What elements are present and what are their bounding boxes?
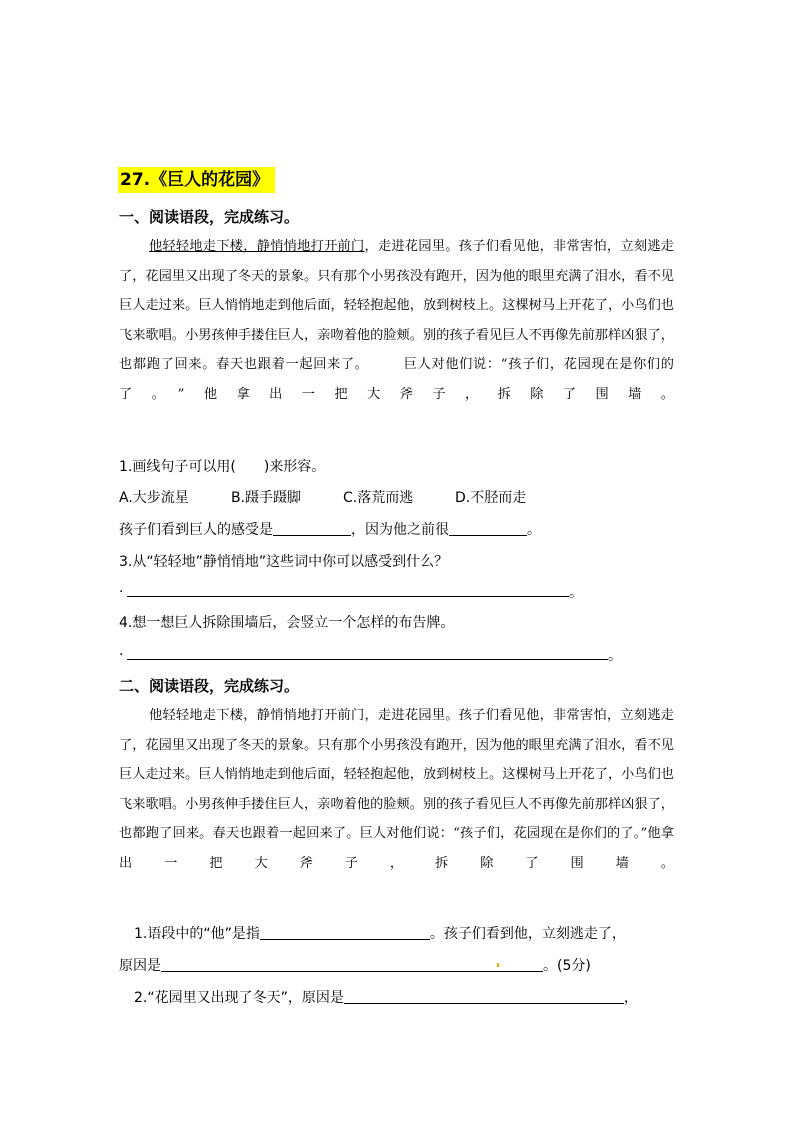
answer-blank-who[interactable] (260, 925, 430, 940)
q3-answer-dot: . (119, 580, 124, 596)
q4-answer-end: 。 (608, 648, 622, 664)
question-4: 4.想一想巨人拆除围墙后，会竖立一个怎样的布告牌。 (119, 615, 455, 631)
section2-passage-text: 他轻轻地走下楼，静悄悄地打开前门，走进花园里。孩子们看见他，非常害怕，立刻逃走了，花园里又出现了冬天的景象。只有那个小男孩没有跑开，因为他的眼里充满了泪水，看不见巨人走过来。巨人悄悄地走到他后面，轻轻抱起他，放到树枝上。这棵树马上开花了，小鸟们也飞来歌唱。小男孩伸手搂住巨人，亲吻着他的脸颊。别的孩子看见巨人不再像先前那样凶狠了，也都跑了回来。春天也跟着一起回来了。巨人对他们说：“孩子们，花园现在是你们的了。”他拿出一把大斧子，拆除了围墙。 (119, 708, 674, 871)
s2-q1-text-c: 原因是 (119, 958, 161, 974)
q3-answer-end: 。 (569, 585, 583, 601)
answer-blank-cause[interactable] (161, 957, 543, 972)
passage-tail: 巨人对他们说：“孩子们，花园现在是你们的了。”他拿出一把大斧子，拆除了围墙。 (119, 357, 674, 402)
answer-line-q4[interactable] (127, 659, 608, 660)
option-c: C.落荒而逃 (343, 490, 414, 506)
lesson-title: 27.《巨人的花园》 (118, 167, 275, 193)
option-a: A.大步流星 (119, 490, 189, 506)
s2-question-1 (134, 923, 626, 943)
section1-heading: 一、阅读语段，完成练习。 (119, 208, 300, 226)
s2-q1-text-b: 。孩子们看到他，立刻逃走了， (429, 926, 626, 942)
option-d: D.不胫而走 (455, 490, 527, 506)
q4-answer-dot: . (119, 643, 124, 659)
s2-q1-text-d: 。(5分) (543, 958, 591, 974)
question-2 (119, 519, 541, 539)
yellow-mark (497, 963, 499, 967)
section2-passage (119, 701, 674, 879)
s2-question-1-cont (119, 955, 591, 975)
answer-blank-winter[interactable] (344, 989, 624, 1004)
s2-q2-text-a: 2.“花园里又出现了冬天”，原因是 (134, 990, 344, 1006)
answer-blank-reason[interactable] (449, 521, 527, 536)
q2-end: 。 (527, 522, 541, 538)
section1-passage (119, 232, 674, 410)
answer-blank-feeling[interactable] (273, 521, 351, 536)
section2-heading: 二、阅读语段，完成练习。 (119, 677, 300, 695)
question-1: 1.画线句子可以用( )来形容。 (119, 459, 326, 475)
underlined-sentence: 他轻轻地走下楼，静悄悄地打开前门 (149, 239, 365, 254)
q2-text-b: ，因为他之前很 (351, 522, 449, 538)
s2-q1-text-a: 1.语段中的“他”是指 (134, 926, 260, 942)
s2-question-2 (134, 987, 638, 1007)
s2-q2-end: ， (623, 990, 638, 1006)
q2-text-a: 孩子们看到巨人的感受是 (119, 522, 273, 538)
option-b: B.蹑手蹑脚 (231, 490, 302, 506)
answer-line-q3[interactable] (127, 596, 569, 597)
passage-body: ，走进花园里。孩子们看见他，非常害怕，立刻逃走了，花园里又出现了冬天的景象。只有那个小男孩没有跑开，因为他的眼里充满了泪水，看不见巨人走过来。巨人悄悄地走到他后面，轻轻抱起他，放到树枝上。这棵树马上开花了，小鸟们也飞来歌唱。小男孩伸手搂住巨人，亲吻着他的脸颊。别的孩子看见巨人不再像先前那样凶狠了，也都跑了回来。春天也跟着一起回来了。 (119, 239, 674, 373)
question-3: 3.从“轻轻地”静悄悄地”这些词中你可以感受到什么？ (119, 554, 449, 570)
